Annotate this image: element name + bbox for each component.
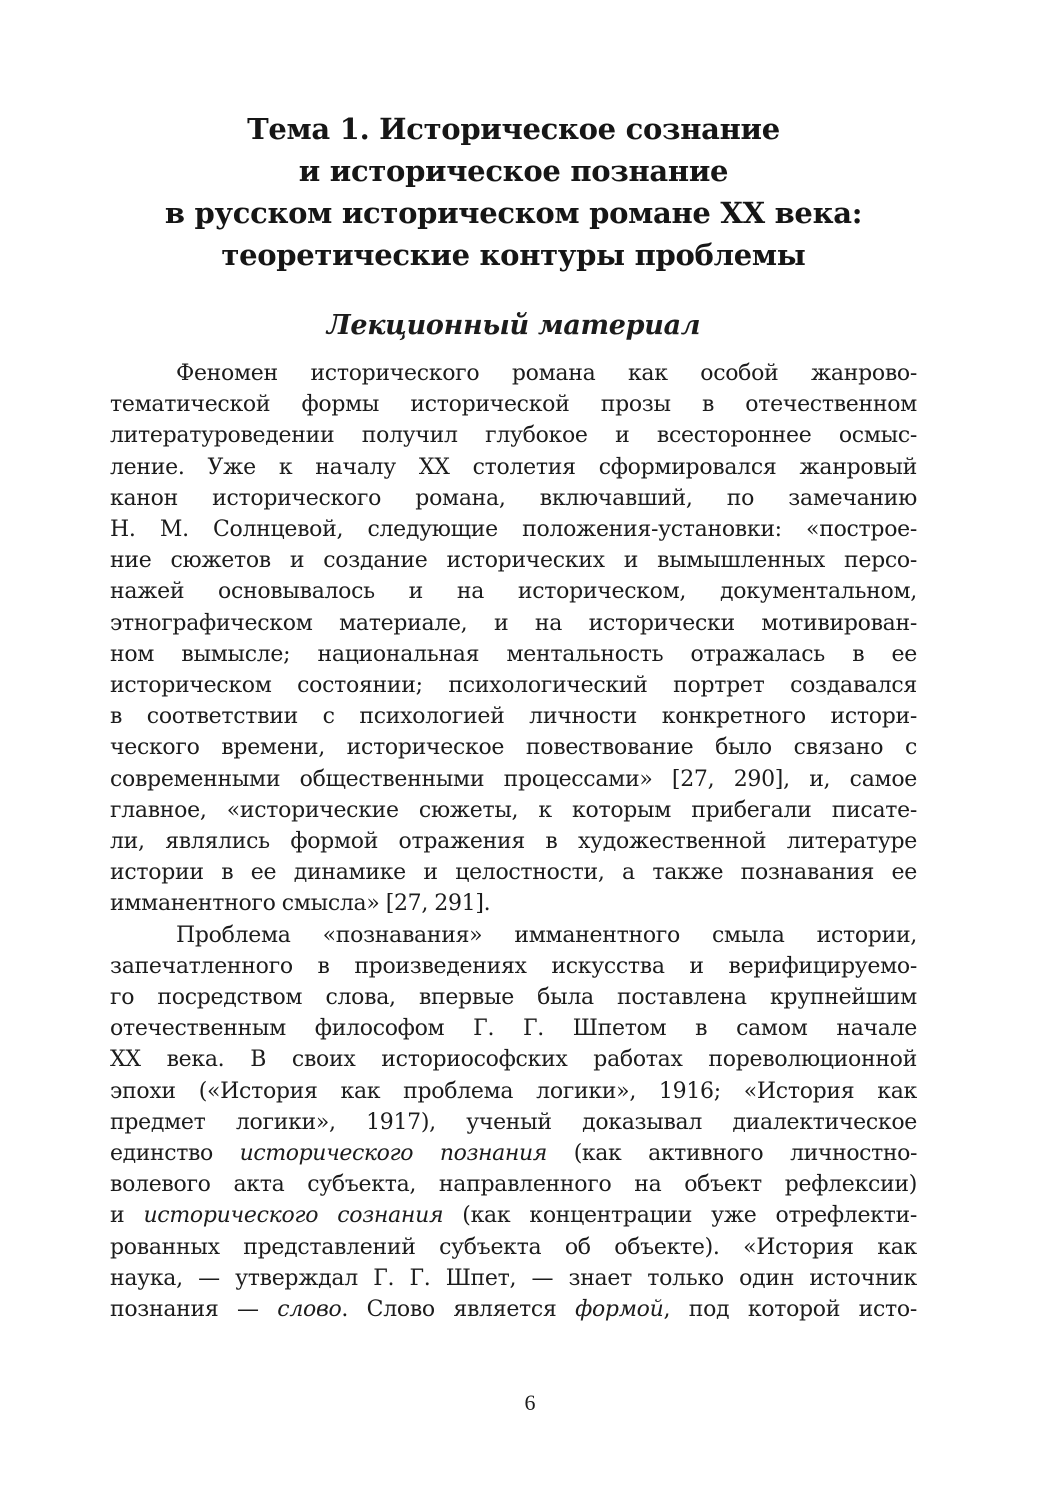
paragraph-1 <box>110 358 917 920</box>
paragraph-2 <box>110 920 917 1326</box>
emphasis-term: исторического познания <box>239 1141 547 1167</box>
text-line: ление. Уже к началу XX столетия сформировался жанровый <box>110 454 917 480</box>
text-run: и <box>110 1203 144 1229</box>
text-line <box>110 1294 917 1325</box>
section-heading: Лекционный материал <box>326 310 701 341</box>
page-content <box>110 108 917 1325</box>
text-line: наука, — утверждал Г. Г. Шпет, — знает только один источник <box>110 1265 917 1291</box>
text-line: Н. М. Солнцевой, следующие положения-установки: «построе- <box>110 517 917 543</box>
page-number: 6 <box>524 1390 536 1415</box>
text-line: эпохи («История как проблема логики», 1916; «История как <box>110 1078 917 1104</box>
text-line: современными общественными процессами» [27, 290], и, самое <box>110 766 917 792</box>
text-line <box>110 1200 917 1231</box>
emphasis-term: слово <box>277 1297 342 1323</box>
text-line: рованных представлений субъекта об объекте). «История как <box>110 1234 917 1260</box>
text-run: познания — <box>110 1297 278 1323</box>
chapter-title-line: теоретические контуры проблемы <box>221 238 806 272</box>
text-line: предмет логики», 1917), ученый доказывал диалектическое <box>110 1109 917 1135</box>
text-line: главное, «исторические сюжеты, к которым прибегали писате- <box>110 797 917 823</box>
chapter-title-line: в русском историческом романе XX века: <box>164 196 863 230</box>
text-line: запечатленного в произведениях искусства и верифицируемо- <box>110 953 917 979</box>
text-run: (как концентрации уже отрефлекти- <box>443 1203 917 1229</box>
text-line: в соответствии с психологией личности конкретного истори- <box>110 704 917 730</box>
text-line: Проблема «познавания» имманентного смыла истории, <box>176 922 917 948</box>
text-line: ние сюжетов и создание исторических и вымышленных персо- <box>110 548 917 574</box>
text-line: отечественным философом Г. Г. Шпетом в самом начале <box>110 1016 917 1042</box>
text-run: (как активного личностно- <box>546 1141 917 1167</box>
text-line: ли, являлись формой отражения в художественной литературе <box>110 829 917 855</box>
text-line: Феномен исторического романа как особой жанрово- <box>176 361 917 386</box>
emphasis-term: исторического сознания <box>143 1203 444 1229</box>
text-line: литературоведении получил глубокое и всестороннее осмыс- <box>110 423 917 449</box>
text-line: ном вымысле; национальная ментальность отражалась в ее <box>110 641 917 667</box>
chapter-title <box>110 108 917 276</box>
text-line: имманентного смысла» [27, 291]. <box>110 891 491 917</box>
emphasis-term: формой <box>575 1297 664 1323</box>
chapter-title-line: Тема 1. Историческое сознание <box>247 112 780 146</box>
text-line: нажей основывалось и на историческом, документальном, <box>110 579 917 605</box>
text-line: историческом состоянии; психологический портрет создавался <box>110 673 917 699</box>
text-line: XX века. В своих историософских работах пореволюционной <box>110 1047 917 1073</box>
text-line: истории в ее динамике и целостности, а также познавания ее <box>110 860 917 886</box>
text-line <box>110 1138 917 1169</box>
text-line: тематической формы исторической прозы в отечественном <box>110 392 917 418</box>
text-line: ческого времени, историческое повествование было связано с <box>110 735 917 761</box>
chapter-title-line: и историческое познание <box>298 154 729 188</box>
text-run: единство <box>110 1141 240 1167</box>
text-run: , под которой исто- <box>663 1297 917 1323</box>
text-line: этнографическом материале, и на исторически мотивирован- <box>110 610 917 636</box>
text-run: . Слово является <box>341 1297 576 1323</box>
text-line: го посредством слова, впервые была поставлена крупнейшим <box>110 985 917 1011</box>
text-line: волевого акта субъекта, направленного на объект рефлексии) <box>110 1172 917 1198</box>
text-line: канон исторического романа, включавший, по замечанию <box>110 485 917 511</box>
